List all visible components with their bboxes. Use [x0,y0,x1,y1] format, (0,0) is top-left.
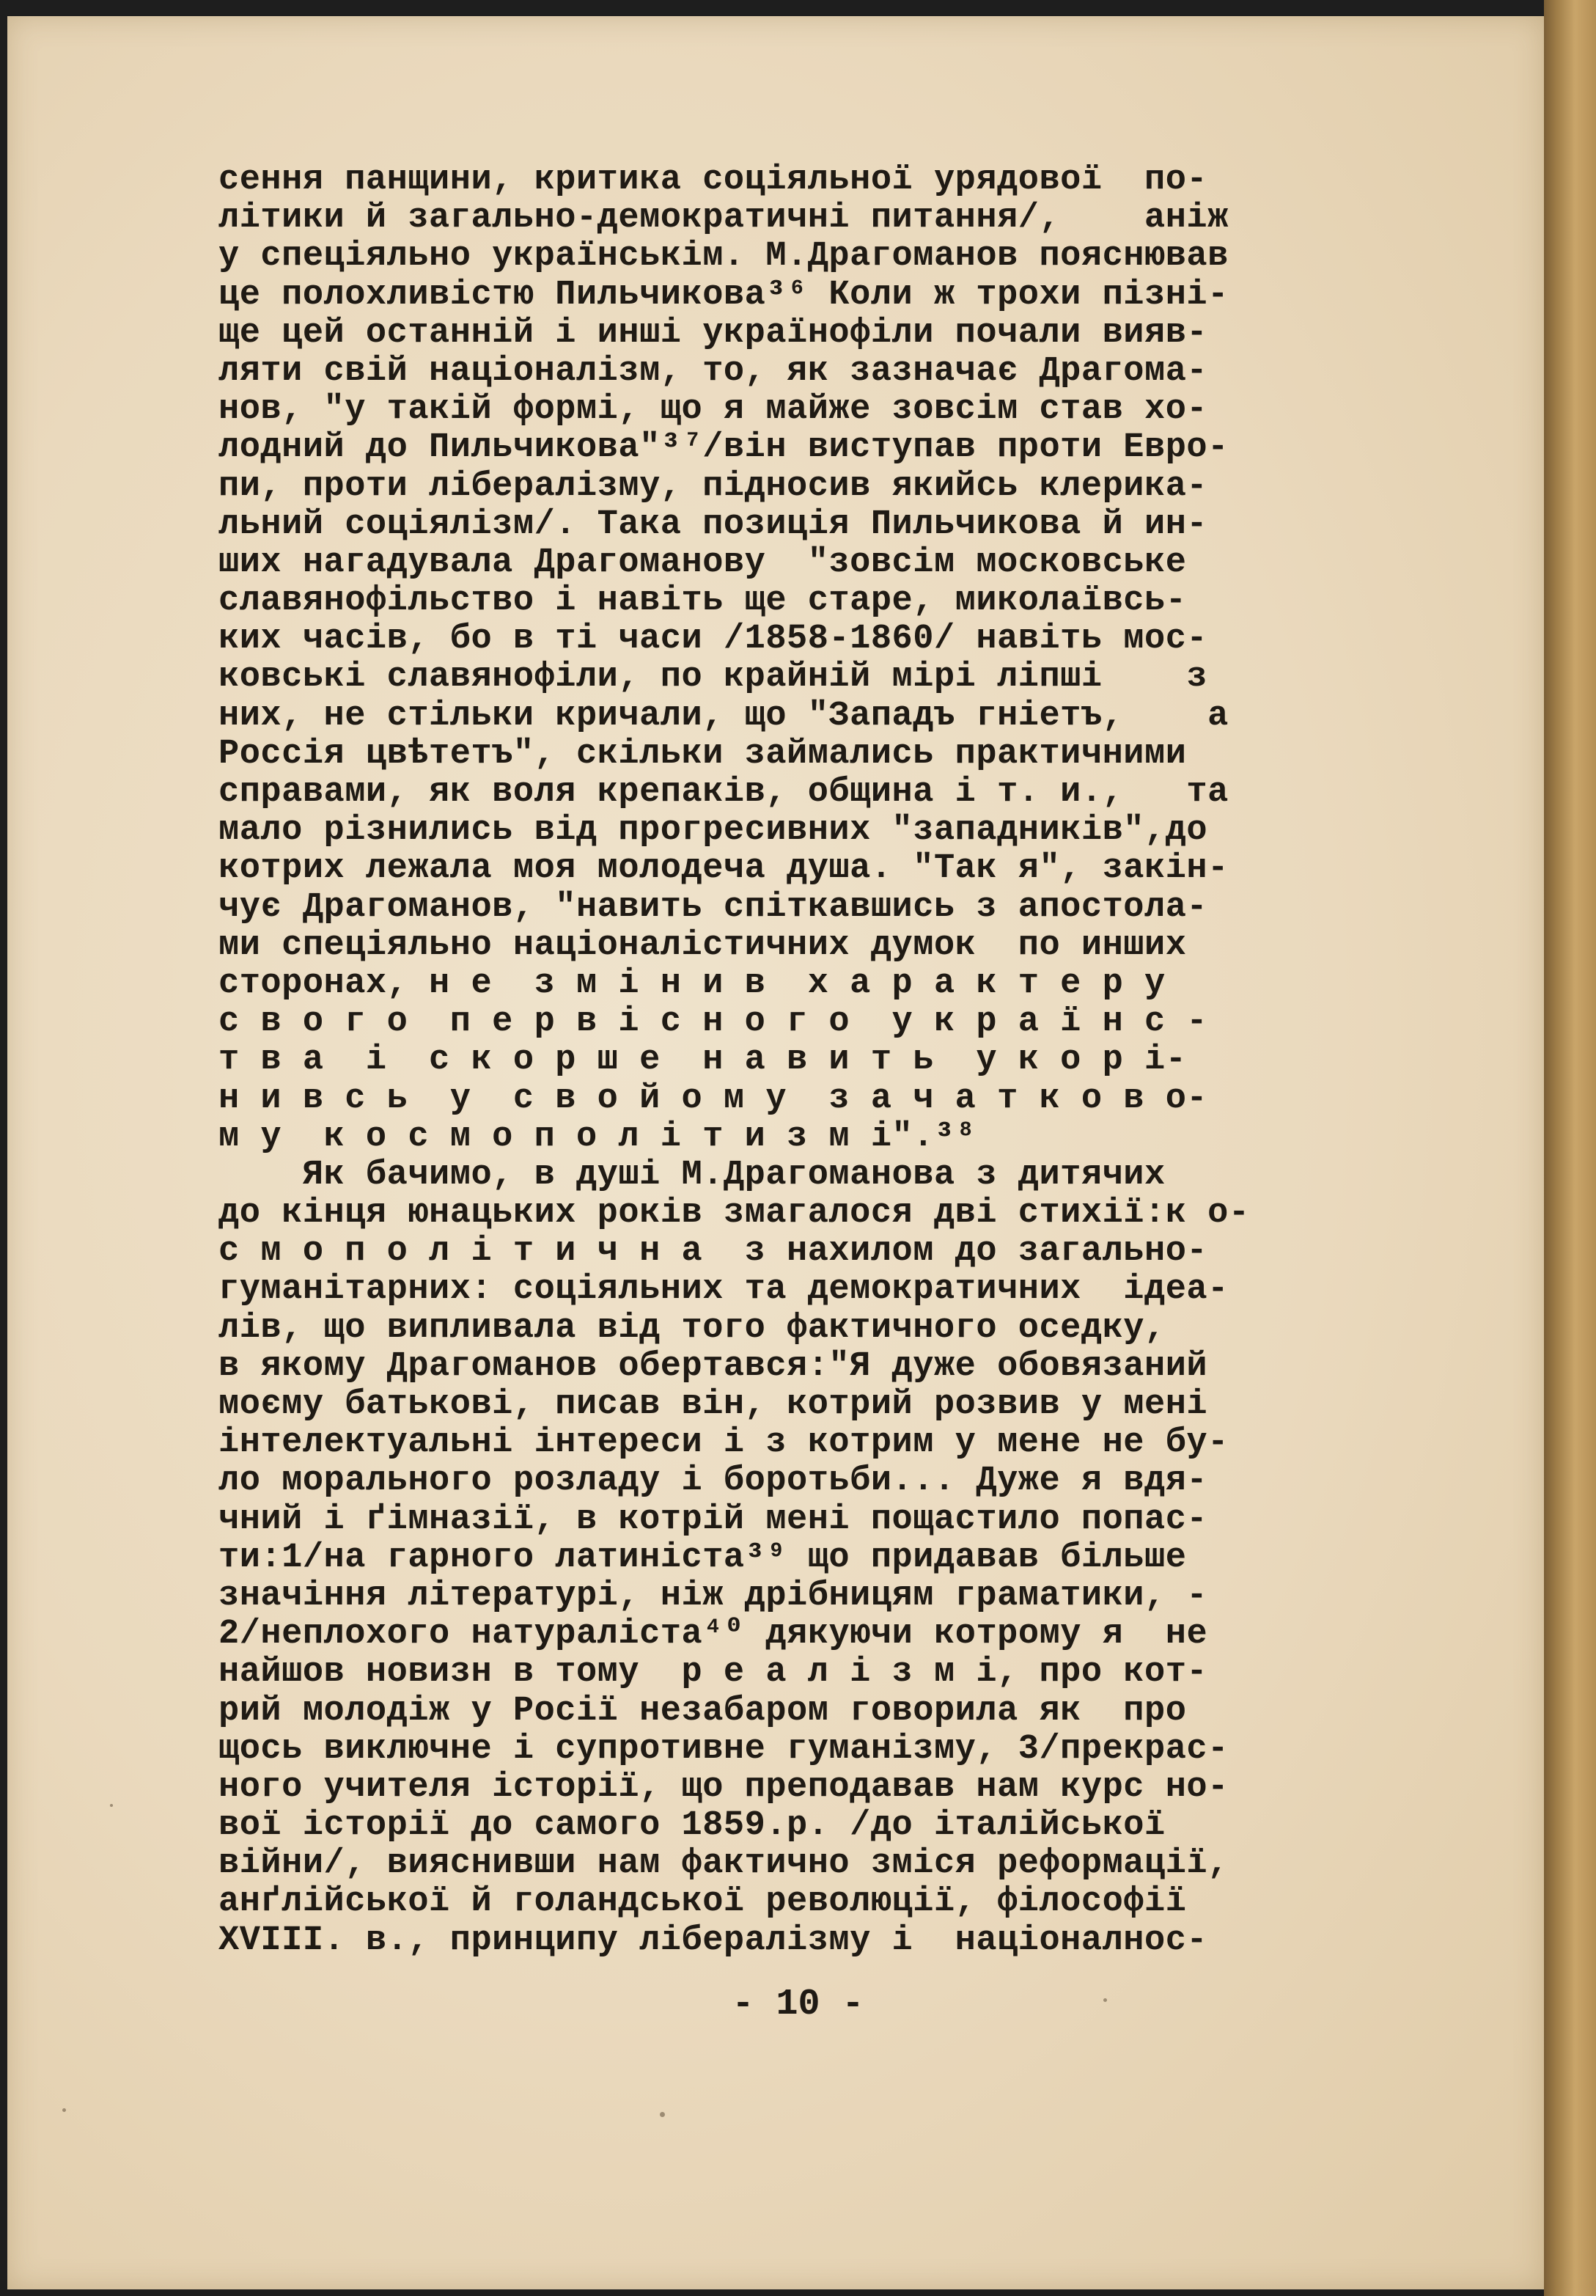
text-line: с в о г о п е р в і с н о г о у к р а ї н с - [218,1002,1208,1042]
text-line: м у к о с м о п о л і т и з м і".³⁸ [218,1117,977,1156]
text-line: ного учителя історії, що преподавав нам курс но- [218,1767,1229,1807]
text-line: анґлійської й голандської революції, філософії [218,1882,1187,1922]
body-text [218,161,1391,1960]
text-line: льний соціялізм/. Така позиція Пильчикова й ин- [218,505,1208,544]
text-line: ще цей останній і инші українофіли почали вияв- [218,313,1208,353]
text-line: с м о п о л і т и ч н а з нахилом до загально- [218,1232,1208,1272]
text-line: моєму батькові, писав він, котрий розвив у мені [218,1385,1208,1424]
text-line: нов, "у такій формі, що я майже зовсім став хо- [218,390,1208,430]
text-line: ми спеціяльно націоналістичних думок по инших [218,925,1187,965]
text-line: це полохливістю Пильчикова³⁶ Коли ж трохи пізні- [218,275,1229,315]
text-line: ких часів, бо в ті часи /1858-1860/ навіть мос- [218,620,1208,659]
page-number: - 10 - [732,1984,864,2025]
text-line: гуманітарних: соціяльних та демократичних ідеа- [218,1270,1229,1310]
text-line: пи, проти лібералізму, підносив якийсь клерика- [218,466,1208,506]
paper-speck [1103,1998,1107,2002]
text-line: чний і ґімназії, в котрій мені пощастило попас- [218,1500,1208,1539]
text-line: них, не стільки кричали, що "Западъ гніетъ, а [218,696,1229,736]
text-line: інтелектуальні інтереси і з котрим у мене не бу- [218,1423,1229,1463]
text-line: ковські славянофіли, по крайній мірі ліпші з [218,658,1208,697]
text-line: ляти свій націоналізм, то, як зазначає Драгома- [218,351,1208,391]
paper-speck [660,2112,665,2117]
text-line: ти:1/на гарного латиніста³⁹ що придавав більше [218,1538,1187,1577]
text-line: щось виключне і супротивне гуманізму, 3/прекрас- [218,1729,1229,1769]
text-line: війни/, вияснивши нам фактично зміся реформації, [218,1844,1229,1884]
text-line: 2/неплохого натураліста⁴⁰ дякуючи котрому я не [218,1615,1208,1654]
text-line: найшов новизн в тому р е а л і з м і, про кот- [218,1653,1208,1692]
text-line: славянофільство і навіть ще старе, миколаївсь- [218,582,1187,621]
text-line: ших нагадувала Драгоманову "зовсім московське [218,543,1187,582]
text-line: мало різнились від прогресивних "западників",до [218,811,1208,851]
paper-speck [110,1804,113,1807]
text-line: справами, як воля крепаків, община і т. и., та [218,773,1229,812]
text-line: у спеціяльно українськім. М.Драгоманов пояснював [218,237,1229,276]
text-line: сення панщини, критика соціяльної урядової по- [218,161,1208,199]
text-line: Россія цвѣтетъ", скільки займались практичними [218,734,1187,774]
text-line: н и в с ь у с в о й о м у з а ч а т к о в о- [218,1079,1208,1118]
book-spine-edge [1544,0,1596,2296]
text-line: літики й загально-демократичні питання/, аніж [218,199,1229,238]
text-line: Як бачимо, в душі М.Драгоманова з дитячих [218,1155,1166,1195]
text-line: лів, що випливала від того фактичного оседку, [218,1308,1166,1348]
text-line: ло морального розладу і боротьби... Дуже я вдя- [218,1461,1208,1501]
text-line: сторонах, н е з м і н и в х а р а к т е р у [218,964,1166,1003]
text-line: XVIII. в., принципу лібералізму і націоналнос- [218,1921,1208,1960]
text-line: в якому Драгоманов обертався:"Я дуже обовязаний [218,1346,1208,1386]
text-line: лодний до Пильчикова"³⁷/він виступав проти Евро- [218,428,1229,468]
text-line: до кінця юнацьких років змагалося дві стихії:к о- [218,1194,1250,1233]
text-line: котрих лежала моя молодеча душа. "Так я", закін- [218,849,1229,889]
text-line: чує Драгоманов, "навить спіткавшись з апостола- [218,887,1208,927]
text-line: т в а і с к о р ш е н а в и т ь у к о р і- [218,1041,1187,1080]
text-line: значіння літературі, ніж дрібницям граматики, - [218,1576,1208,1615]
text-line: вої історії до самого 1859.р. /до італійської [218,1806,1166,1846]
paper-speck [62,2108,66,2112]
text-line: рий молодіж у Росії незабаром говорила як про [218,1691,1187,1731]
